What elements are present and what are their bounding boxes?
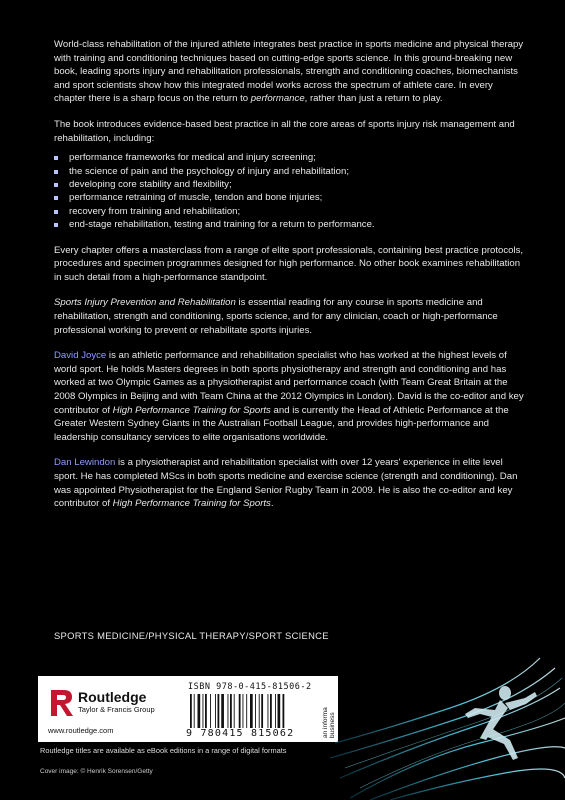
runner-light-trails-artwork [330, 648, 565, 800]
list-item: end-stage rehabilitation, testing and training for a return to performance. [54, 218, 524, 231]
subject-category: SPORTS MEDICINE/PHYSICAL THERAPY/SPORT SCIENCE [54, 630, 329, 641]
publisher-panel [38, 676, 338, 742]
author-name: Dan Lewindon [54, 457, 116, 469]
essential-reading-paragraph: Sports Injury Prevention and Rehabilitation is essential reading for any course in sports medicine and rehabilitation, strength and conditioning, sports science, and for any clinician, coach or high-performance professional working to prevent or rehabilitate sports injuries. [54, 297, 498, 336]
back-cover-text [54, 38, 524, 523]
isbn-label: ISBN 978-0-415-81506-2 [188, 682, 312, 692]
publisher-name-block [78, 690, 155, 714]
intro-paragraph: World-class rehabilitation of the injured athlete integrates best practice in sports medicine and physical therapy with training and conditioning techniques based on cutting-edge sports science. In this ground-breaking new book, leading sports injury and rehabilitation professionals, strength and conditioning coaches, biomechanists and sport scientists show how this integrated model works across the spectrum of athlete care. In every chapter there is a sharp focus on the return to performance, rather than just a return to play. [54, 39, 524, 105]
isbn-digits: 9 780415 815062 [186, 728, 295, 739]
author-bio-lewindon: Dan Lewindon is a physiotherapist and rehabilitation specialist with over 12 years' experience in elite level sport. He has completed MScs in both sports medicine and exercise science (strength and conditioning). Dan was appointed Physiotherapist for the England Senior Rugby Team in 2009. He is also the co-editor and key contributor of High Performance Training for Sports. [54, 457, 518, 510]
list-item: recovery from training and rehabilitation; [54, 205, 524, 218]
barcode-icon [188, 694, 316, 728]
ebook-footnote: Routledge titles are available as eBook editions in a range of digital formats [40, 746, 287, 755]
author-bio-joyce: David Joyce is an athletic performance and rehabilitation specialist who has worked at the highest levels of world sport. He holds Masters degrees in both sports physiotherapy and strength and conditioning and has worked at two Olympic Games as a physiotherapist and performance coach (with Team Great Britain at the 2008 Olympics in Beijing and with Team China at the 2012 Olympics in London). David is the co-editor and key contributor of High Performance Training for Sports and is currently the Head of Athletic Performance at the Greater Western Sydney Giants in the Australian Football League, and provides high-performance and leadership consultancy services to elite organisations worldwide. [54, 350, 524, 443]
cover-image-credit: Cover image: © Henrik Sorensen/Getty [40, 768, 153, 775]
list-item: the science of pain and the psychology of injury and rehabilitation; [54, 165, 524, 178]
publisher-group: Taylor & Francis Group [78, 705, 155, 714]
publisher-url: www.routledge.com [48, 726, 114, 735]
informa-tag: an informa business [322, 707, 336, 738]
masterclass-paragraph: Every chapter offers a masterclass from a range of elite sport professionals, containing best practice protocols, procedures and specimen programmes designed for high performance. No other book examines rehabilitation in such detail from a high-performance standpoint. [54, 244, 524, 283]
list-item: developing core stability and flexibility; [54, 178, 524, 191]
author-name: David Joyce [54, 350, 107, 362]
core-areas-list [54, 151, 524, 231]
list-item: performance retraining of muscle, tendon and bone injuries; [54, 191, 524, 204]
publisher-name: Routledge [78, 689, 147, 705]
list-item: performance frameworks for medical and injury screening; [54, 151, 524, 164]
routledge-logo-icon [48, 688, 76, 718]
core-areas-paragraph: The book introduces evidence-based best practice in all the core areas of sports injury risk management and rehabilitation, including: [54, 118, 515, 144]
